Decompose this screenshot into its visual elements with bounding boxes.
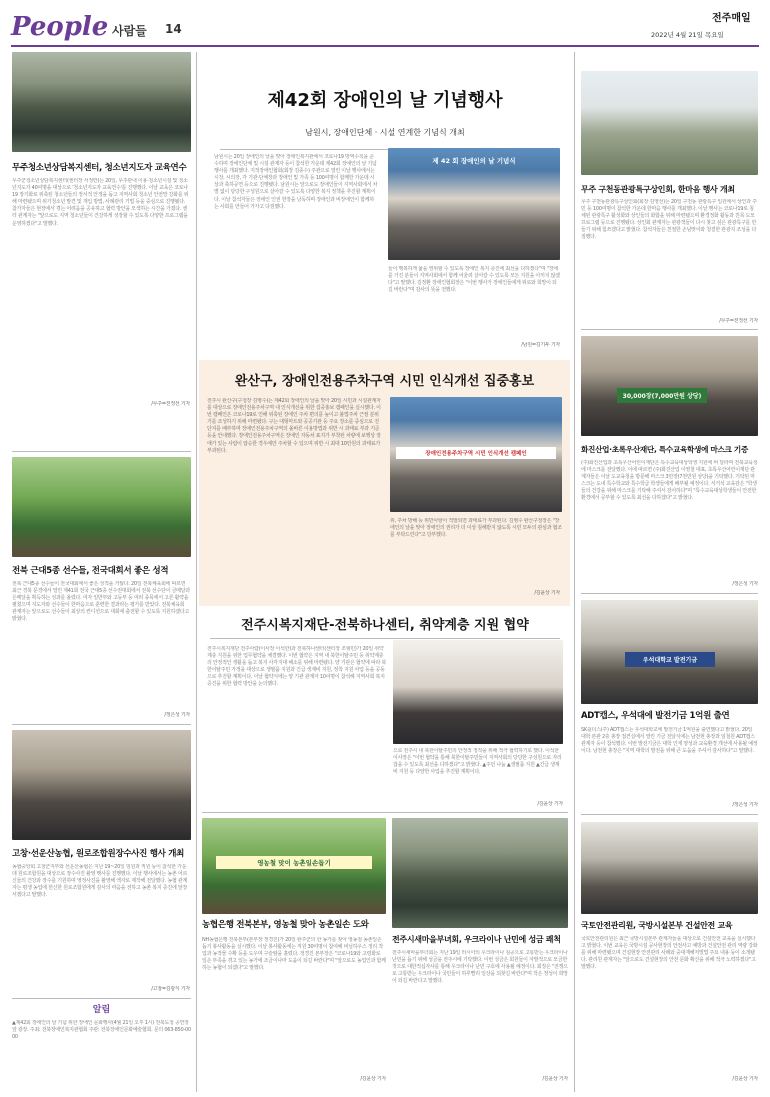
body-main3: 전주시복지재단 전주사람(이사장 이석한)과 전북하나센터(센터장 조형민)가 20일 취약계층 지원을 위한 업무협약을 체결했다. 이번 협약은 지역 내 북한이탈주민 등 취약계층의 안정적인 생활을 돕고 복지 사각지대 해소를 위해 마련됐다. 양 기관은 협약에 따라 북한이탈주민 가정을 대상으로 생필품 지원과 긴급 생계비 지원, 정착 지원 사업 등을 공동으로 추진할 계획이다. 이날 협약식에는 양 기관 관계자 10여명이 참석해 지역사회 복지 증진을 위한 협력 방안을 논의했다. (207, 646, 387, 688)
byline-r3: /정은성 기자 (732, 802, 758, 808)
body-main3-cont: 으로 전주시 내 북한이탈주민의 안정적 정착을 위해 적극 협력하기로 했다. 이석한 이사장은 "이번 협약을 통해 북한이탈주민들이 지역사회의 당당한 구성원으로 자리잡을 수 있도록 최선을 다하겠다"고 밝혔다. ▲주민 나눔 ▲생필품 지원 ▲긴급 생계비 지원 등 다양한 사업을 추진할 계획이다. (393, 748, 562, 776)
body-a5: 전주시새마을부녀회는 지난 19일 러시아의 우크라이나 침공으로 고통받는 우크라이나 난민을 돕기 위해 성금을 전주시에 기탁했다. 이번 성금은 회원들이 자발적으로 모금한 것으로 대한적십자사를 통해 우크라이나 난민 구호에 사용될 예정이다. 회장은 "전쟁으로 고통받는 우크라이나 국민들이 하루빨리 일상을 되찾길 바란다"며 작은 정성이 희망이 되길 바란다고 말했다. (392, 950, 568, 985)
headline-r4: 국토안전관리원, 국방시설본부 건설안전 교육 (581, 921, 733, 930)
notice-body: ▲제42회 장애인의 날 기념 위한 장애인 문화행사(4월 21일 오후 1시) 전북도청 공연장 앞 광장. 주최: 전북장애인복지관협회 주관: 전북장애인문화예술협회. 문의 063-850-0000 (12, 1020, 191, 1041)
masthead: 전주매일 (712, 13, 751, 24)
byline-a4: /김윤상 기자 (360, 1076, 386, 1082)
divider (210, 638, 560, 639)
headline-r1: 무주 구천동관광특구상인회, 한마음 행사 개최 (581, 185, 735, 194)
column-divider (574, 52, 575, 1092)
headline-a4: 농협은행 전북본부, 영농철 맞아 농촌일손 도와 (202, 920, 369, 930)
photo-gucheondong-event (581, 71, 758, 175)
headline-a5: 전주시새마을부녀회, 우크라이나 난민에 성금 쾌척 (392, 935, 561, 944)
headline-a1: 무주청소년상담복지센터, 청소년지도자 교육연수 (12, 163, 187, 173)
byline-main3: /김윤상 기자 (537, 801, 563, 807)
body-r3: SK쉴더스(주) ADT캡스는 우석대학교에 발전기금 1억원을 출연했다고 밝혔다. 20일 대학 본관 2층 총장 접견실에서 열린 기금 전달식에는 남천현 총장과 임철원 ADT캡스 관계자 등이 참석했다. 이번 발전기금은 대학 인재 양성과 교육환경 개선에 사용될 예정이다. 남천현 총장은 "지역 대학의 발전을 위해 큰 도움을 주셔서 감사하다"고 말했다. (581, 727, 758, 755)
divider (581, 329, 758, 330)
headline-main2: 완산구, 장애인전용주차구역 시민 인식개선 집중홍보 (234, 374, 535, 389)
photo-disability-day (388, 148, 560, 260)
body-main2: 전주시 완산구(구청장 김병수)는 제42회 장애인의 날을 맞아 20일 시민과 시설관계자를 대상으로 장애인전용주차구역 내 인식개선을 위한 집중홍보 캠페인을 실시했다. 이번 캠페인은 코로나19로 인해 위축된 장애인 주차 편의를 높이고 불법주차 근절 분위기를 조성하기 위해 마련됐다. 구는 대형마트와 공공기관 등 주요 장소를 중심으로 전단지를 배부하며 장애인전용주차구역의 올바른 이용방법과 위반 시 과태료 부과 기준 등을 안내했다. 장애인전용주차구역은 장애인 자동차 표지가 부착된 차량에 보행상 장애가 있는 사람이 탑승한 경우에만 주차할 수 있으며 위반 시 최대 10만원의 과태료가 부과된다. (207, 398, 381, 454)
photo-safety-training (581, 822, 758, 914)
divider (202, 812, 568, 813)
photo-adt-caps (581, 600, 758, 704)
section-title-en: People (11, 12, 109, 42)
byline-main1: /남원=김기두 기자 (521, 342, 560, 348)
body-main1: 남원시는 20일 장애인의 날을 맞아 장애인복지관에서 코로나19 방역수칙을 준수하며 장애인단체 및 시설 관계자 등이 참석한 가운데 제42회 장애인의 날 기념행사를 개최했다. 지적장애인협회(회장 김종수) 주관으로 열린 이날 행사에서는 시장, 시의장, 각 기관·단체장과 장애인 및 가족 등 100여명이 함께한 가운데 시상과 축하공연 등으로 진행됐다. 남원시는 앞으로도 장애인들이 지역사회에서 차별 없이 당당한 구성원으로 살아갈 수 있도록 다양한 복지 정책을 추진할 계획이다. 이날 참석자들은 장애인 인권 헌장을 낭독하며 장애인과 비장애인이 함께하는 사회를 만들어 가자고 다짐했다. (214, 154, 378, 210)
body-r2: (주)화진산업과 초록우산어린이재단은 특수교육대상학생 지원에 써 달라며 전북교육청에 마스크를 전달했다. 이에 따르면 (주)화진산업 이영철 대표, 초록우산어린이재단 관계자들은 이날 도교육청을 방문해 마스크 3만장(7천만원 상당)을 기탁했다. 기탁된 마스크는 도내 특수학교와 특수학급 학생들에게 배부될 예정이다. 서거석 교육감은 "학생들의 건강을 위해 마스크를 기탁해 주셔서 감사하다"며 "특수교육대상학생들이 안전한 환경에서 공부할 수 있도록 최선을 다하겠다"고 밝혔다. (581, 460, 758, 502)
issue-date: 2022년 4월 21일 목요일 (651, 31, 724, 39)
headline-a3: 고창·선운산농협, 원로조합원장수사진 행사 개최 (12, 849, 185, 859)
headline-a2: 전북 근대5종 선수들, 전국대회서 좋은 성적 (12, 566, 169, 576)
byline-a1: /무주=전정선 기자 (151, 401, 190, 407)
photo-youth-leaders (12, 52, 191, 152)
header-rule (11, 45, 759, 47)
banner-a4: 영농철 맞이 농촌일손돕기 (216, 856, 372, 869)
body-a2: 전북 근대5종 선수들이 전국대회에서 좋은 성적을 거뒀다. 20일 전북체육회에 따르면 최근 경북 문경에서 열린 제41회 전국 근대5종 선수권대회에서 전북 선수단이 금메달과 은메달을 획득하는 성과를 올렸다. 여자 일반부와 고등부 등 여러 종목에서 고른 활약을 펼쳤으며 지도자와 선수들이 한마음으로 훈련한 결과라는 평가를 받았다. 전북체육회 관계자는 앞으로도 선수들이 최상의 컨디션으로 대회에 출전할 수 있도록 지원하겠다고 밝혔다. (12, 581, 190, 623)
byline-r2: /정은성 기자 (732, 581, 758, 587)
byline-r1: /무주=전정선 기자 (719, 318, 758, 324)
body-a1: 무주군청소년상담복지센터(센터장 서정란)는 20일, 무주관내 이용·청소년시설 및 청소년지도자 40여명을 대상으로 '청소년지도자 교육연수'를 진행했다. 이날 교육은 코로나19 장기화로 위축된 청소년들의 정서적 안정을 돕고 지역사회 청소년 안전망 강화를 위해 마련됐으며 위기청소년 발견 및 개입 방법, 사례관리 기법 등을 중심으로 진행됐다. 참가자들은 현장에서 겪는 어려움을 공유하고 협력 방안을 모색하는 시간을 가졌다. 센터 관계자는 "앞으로도 지역 청소년들이 건강하게 성장할 수 있도록 다양한 프로그램을 운영하겠다"고 말했다. (12, 178, 189, 227)
byline-main2: /김윤상 기자 (534, 590, 560, 596)
photo-welfare-agreement (393, 640, 563, 744)
byline-a5: /김윤상 기자 (542, 1076, 568, 1082)
body-main2-cont: 위, 주차 방해 등 위반사항이 적발되면 과태료가 부과된다. 김병수 완산구청장은 "장애인의 날을 맞아 장애인의 권리가 더 이상 침해받지 않도록 시민 모두의 관심과 협조를 부탁드린다"고 당부했다. (390, 518, 562, 539)
body-a3: 농협중앙회 고창군지부와 선운산농협은 지난 19~20일 임원과 직원 등이 참석한 가운데 원로조합원을 대상으로 장수사진 촬영 행사를 진행했다. 이날 행사에서는 농촌 어르신들의 건강과 장수를 기원하며 영정사진을 촬영해 액자로 제작해 전달했다. 농협 관계자는 평생 농업에 헌신한 원로조합원에게 감사의 마음을 전하고 농촌 복지 증진에 앞장서겠다고 말했다. (12, 864, 188, 899)
headline-r3: ADT캡스, 우석대에 발전기금 1억원 출연 (581, 711, 730, 721)
byline-a3: /고창=김광식 기자 (151, 986, 190, 992)
column-divider (196, 52, 197, 1092)
body-r1: 무주 구천동관광특구상인회(회장 김영선)는 20일 구천동 관광특구 일원에서 상인과 주민 등 100여명이 참석한 가운데 한마음 행사를 개최했다. 이날 행사는 코로나19로 침체된 관광특구 활성화와 상인들의 화합을 위해 마련됐으며 환경정화 활동과 친목 도모 프로그램 등으로 진행됐다. 상인회 관계자는 관광객들이 다시 찾고 싶은 관광특구를 만들기 위해 힘쓰겠다고 밝혔다. 참석자들은 친절한 손님맞이와 청결한 관광지 조성을 다짐했다. (581, 199, 757, 241)
divider (581, 814, 758, 815)
byline-a2: /정은성 기자 (164, 712, 190, 718)
headline-main1: 제42회 장애인의 날 기념행사 (267, 90, 503, 111)
banner-r2: 30,000장(7,000만원 상당) (617, 388, 707, 403)
banner-main2: 장애인전용주차구역 시민 인식개선 캠페인 (396, 447, 556, 459)
divider (12, 998, 191, 999)
byline-r4: /김윤상 기자 (732, 1076, 758, 1082)
divider (581, 593, 758, 594)
subhead-main1: 남원시, 장애인단체 · 시설 연계한 기념식 개최 (305, 128, 465, 137)
banner-main1: 제 42 회 장애인의 날 기념식 (432, 157, 516, 165)
headline-main3: 전주시복지재단-전북하나센터, 취약계층 지원 협약 (241, 618, 529, 633)
photo-farm-help (202, 818, 386, 914)
body-r4: 국토안전관리원은 최근 국방시설본부 관계자들을 대상으로 건설안전 교육을 실시했다고 밝혔다. 이번 교육은 국방시설 공사현장의 안전사고 예방과 건설안전 관리 역량 강화를 위해 마련됐으며 건설현장 안전관리 사례와 중대재해처벌법 주요 내용 등이 소개됐다. 관리원 관계자는 "앞으로도 건설현장의 안전 문화 확산을 위해 적극 노력하겠다"고 말했다. (581, 936, 758, 971)
photo-pentathlon (12, 457, 191, 557)
section-title-ko: 사람들 (112, 24, 147, 38)
page-number: 14 (165, 22, 182, 36)
body-a4: NH농협은행 전북본부(본부장 정경진)가 20일 완주군의 한 농가를 찾아 영농철 농촌일손돕기 봉사활동을 실시했다. 이날 봉사활동에는 직원 30여명이 참여해 비닐하우스 정리 작업과 농작물 수확 등을 도우며 구슬땀을 흘렸다. 정경진 본부장은 "코로나19와 고령화로 일손 부족을 겪고 있는 농가에 조금이나마 도움이 되길 바란다"며 "앞으로도 농업인과 함께하는 농협이 되겠다"고 말했다. (202, 937, 386, 972)
notice-box (12, 1003, 191, 1089)
photo-parking-campaign (390, 397, 562, 512)
divider (12, 724, 191, 725)
headline-r2: 화진산업·초록우산재단, 특수교육학생에 마스크 기증 (581, 445, 748, 454)
photo-longevity-event (12, 730, 191, 840)
banner-r3: 우석대학교 발전기금 (625, 652, 715, 667)
photo-mask-donation (581, 336, 758, 436)
notice-title: 알림 (92, 1005, 111, 1015)
photo-ukraine-donation (392, 818, 568, 928)
divider (12, 451, 191, 452)
body-main1-cont: 들이 행복하게 삶을 영위할 수 있도록 장애인 복지 증진에 최선을 다하겠다"며 "장애를 가진 분들이 지역사회에서 함께 어울려 살아갈 수 있도록 모든 지원을 아끼지 않겠다"고 말했다. 김정환 장애인협회장은 "이번 행사가 장애인들에게 위로와 희망이 되길 바란다"며 감사의 뜻을 전했다. (388, 266, 560, 294)
